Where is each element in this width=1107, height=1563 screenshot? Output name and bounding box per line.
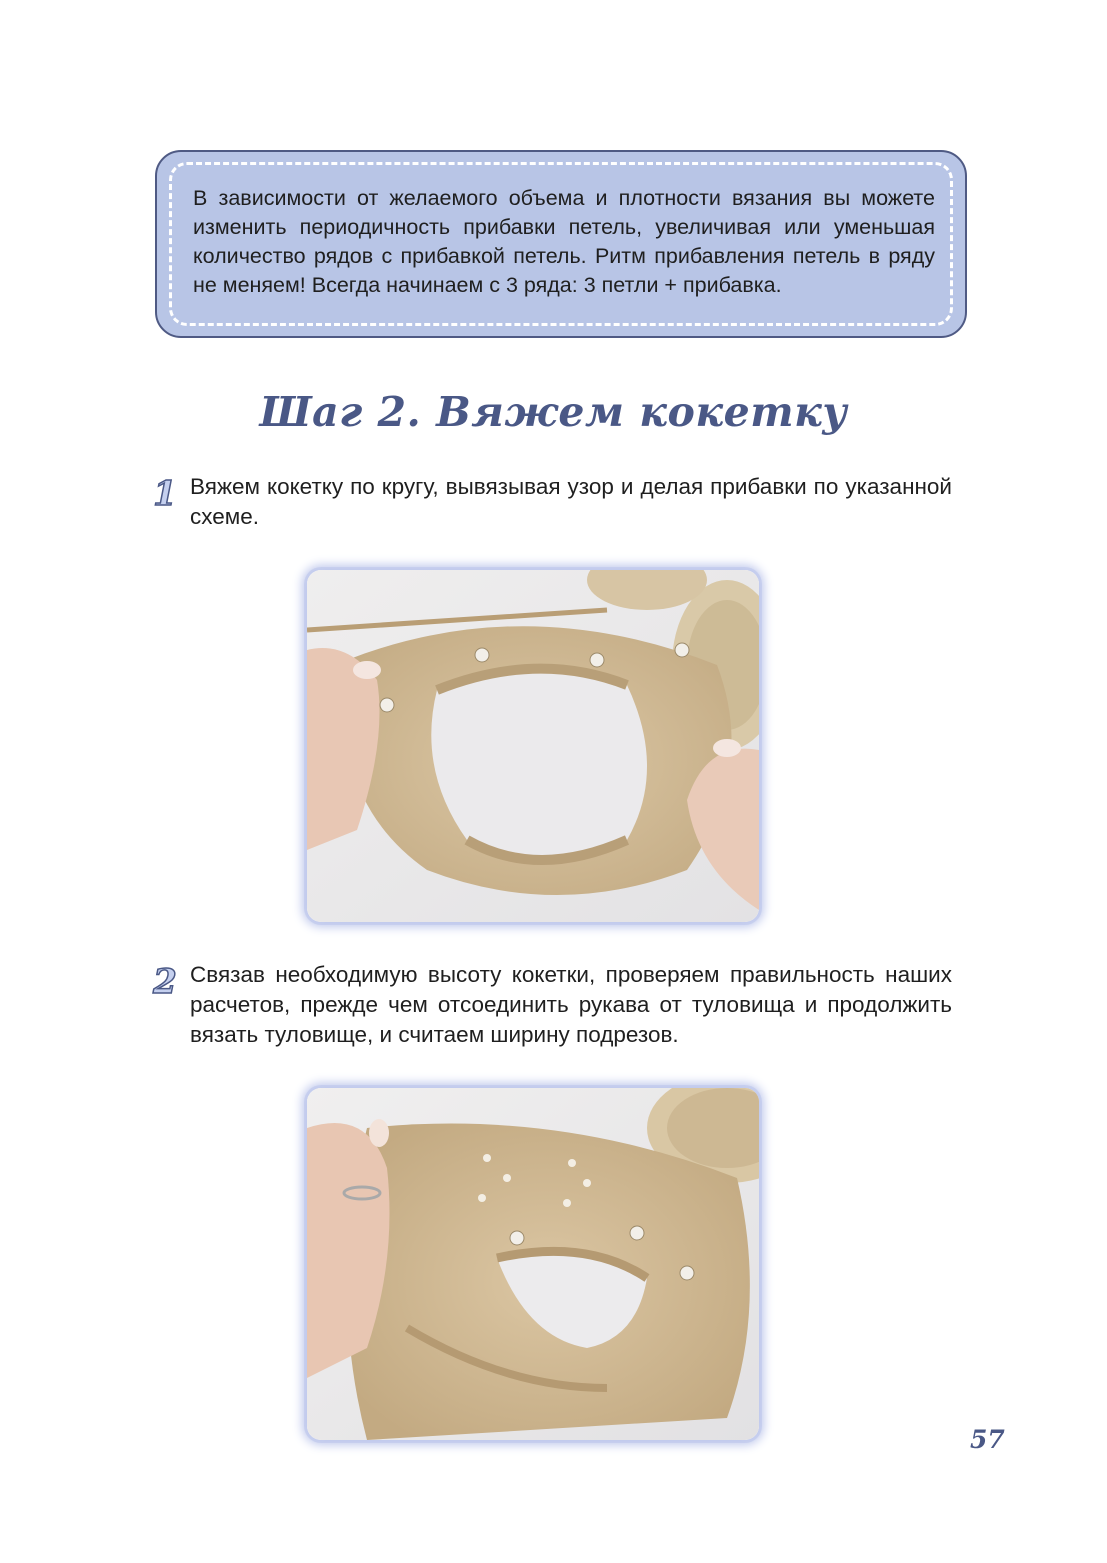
- photo-knitting-yoke-2-image: [307, 1088, 759, 1440]
- section-heading: Шаг 2. Вяжем кокетку: [259, 388, 848, 436]
- photo-knitting-yoke-1: [307, 570, 759, 922]
- step-number-1: 1: [153, 474, 177, 514]
- photo-knitting-yoke-1-image: [307, 570, 759, 922]
- note-text: В зависимости от желаемого объема и плотности вязания вы можете изменить периодичность прибавки петель, увеличивая или уменьшая количество рядов с прибавкой петель. Ритм прибавления петель в ряду не меняем! Всегда начинаем с 3 ряда: 3 петли + прибавка.: [193, 186, 935, 297]
- step-number-2: 2: [153, 962, 177, 1002]
- note-box: [155, 150, 967, 338]
- step-text-2: Связав необходимую высоту кокетки, проверяем правильность наших расчетов, прежде чем отсоединить рукава от туловища и продолжить вязать туловище, и считаем ширину подрезов.: [190, 962, 952, 1047]
- step-text-1: Вяжем кокетку по кругу, вывязывая узор и делая прибавки по указанной схеме.: [190, 474, 952, 529]
- photo-knitting-yoke-2: [307, 1088, 759, 1440]
- page-number: 57: [970, 1425, 1005, 1454]
